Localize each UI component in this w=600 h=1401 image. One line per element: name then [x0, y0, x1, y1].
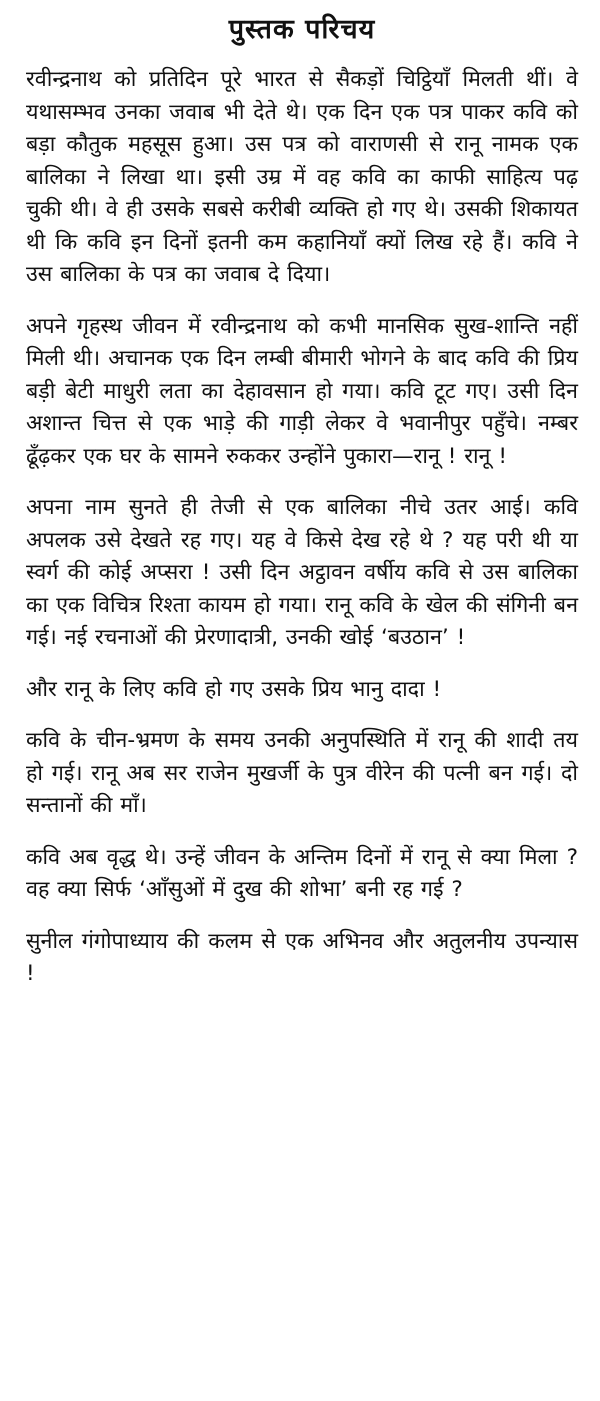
paragraph-2: अपने गृहस्थ जीवन में रवीन्द्रनाथ को कभी मानसिक सुख-शान्ति नहीं मिली थी। अचानक एक दिन लम्बी बीमारी भोगने के बाद कवि की प्रिय बड़ी बेटी माधुरी लता का देहावसान हो गया। कवि टूट गए। उसी दिन अशान्त चित्त से एक भाड़े की गाड़ी लेकर वे भवानीपुर पहुँचे। नम्बर ढूँढ़कर एक घर के सामने रुककर उन्होंने पुकारा—रानू ! रानू ! [26, 313, 578, 469]
paragraph-1: रवीन्द्रनाथ को प्रतिदिन पूरे भारत से सैकड़ों चिट्ठियाँ मिलती थीं। वे यथासम्भव उनका जवाब भी देते थे। एक दिन एक पत्र पाकर कवि को बड़ा कौतुक महसूस हुआ। उस पत्र को वाराणसी से रानू नामक एक बालिका ने लिखा था। इसी उम्र में वह कवि का काफी साहित्य पढ़ चुकी थी। वे ही उसके सबसे करीबी व्यक्ति हो गए थे। उसकी शिकायत थी कि कवि इन दिनों इतनी कम कहानियाँ क्यों लिख रहे हैं। कवि ने उस बालिका के पत्र का जवाब दे दिया। [26, 67, 578, 287]
paragraph-5: कवि के चीन-भ्रमण के समय उनकी अनुपस्थिति में रानू की शादी तय हो गई। रानू अब सर राजेन मुखर्जी के पुत्र वीरेन की पत्नी बन गई। दो सन्तानों की माँ। [26, 728, 578, 818]
paragraph-6: कवि अब वृद्ध थे। उन्हें जीवन के अन्तिम दिनों में रानू से क्या मिला ? वह क्या सिर्फ ‘आँसुओं में दुख की शोभा’ बनी रह गई ? [26, 844, 578, 902]
paragraph-7: सुनील गंगोपाध्याय की कलम से एक अभिनव और अतुलनीय उपन्यास ! [26, 928, 578, 986]
page-title: पुस्तक परिचय [228, 14, 376, 45]
paragraph-3: अपना नाम सुनते ही तेजी से एक बालिका नीचे उतर आई। कवि अपलक उसे देखते रह गए। यह वे किसे देख रहे थे ? यह परी थी या स्वर्ग की कोई अप्सरा ! उसी दिन अट्ठावन वर्षीय कवि से उस बालिका का एक विचित्र रिश्ता कायम हो गया। रानू कवि के खेल की संगिनी बन गई। नई रचनाओं की प्रेरणादात्री, उनकी खोई ‘बउठान’ ! [26, 495, 578, 650]
paragraph-4: और रानू के लिए कवि हो गए उसके प्रिय भानु दादा ! [26, 676, 442, 702]
